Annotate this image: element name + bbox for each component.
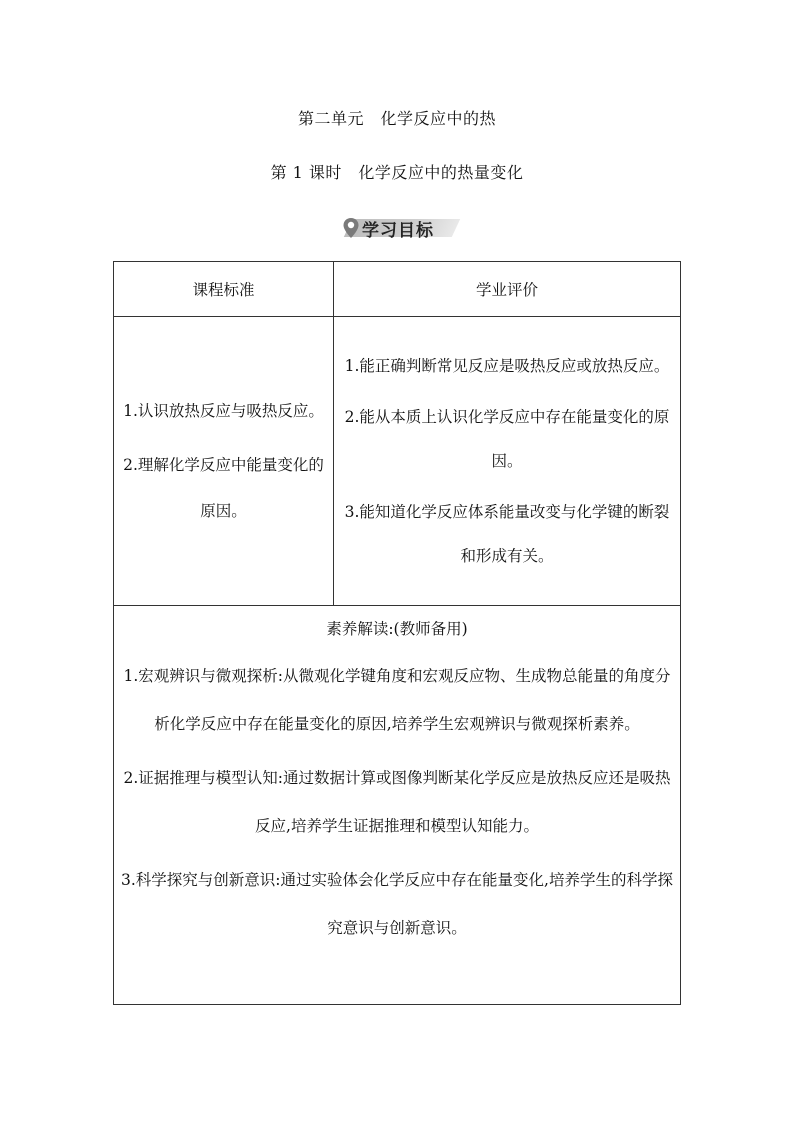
lesson-title: 第 1 课时 化学反应中的热量变化 (270, 163, 524, 182)
literacy-cell (114, 606, 681, 1005)
header-course-standard: 课程标准 (114, 262, 334, 317)
academic-evaluation-cell (334, 317, 681, 606)
literacy-item: 3.科学探究与创新意识:通过实验体会化学反应中存在能量变化,培养学生的科学探究意识与创新意识。 (121, 871, 673, 937)
header-academic-evaluation: 学业评价 (334, 262, 681, 317)
unit-title: 第二单元 化学反应中的热 (297, 109, 496, 128)
evaluation-item: 2.能从本质上认识化学反应中存在能量变化的原因。 (344, 408, 670, 470)
evaluation-item: 1.能正确判断常见反应是吸热反应或放热反应。 (344, 357, 670, 375)
standard-item: 1.认识放热反应与吸热反应。 (123, 402, 324, 420)
section-banner (340, 215, 456, 239)
evaluation-item: 3.能知道化学反应体系能量改变与化学键的断裂和形成有关。 (344, 503, 670, 565)
location-pin-icon (342, 217, 360, 239)
learning-goals-table (113, 261, 681, 1005)
section-label: 学习目标 (362, 221, 434, 241)
literacy-item: 2.证据推理与模型认知:通过数据计算或图像判断某化学反应是放热反应还是吸热反应,培养学生证据推理和模型认知能力。 (123, 769, 671, 835)
standard-item: 2.理解化学反应中能量变化的原因。 (123, 456, 324, 520)
literacy-title: 素养解读:(教师备用) (326, 620, 468, 638)
literacy-item: 1.宏观辨识与微观探析:从微观化学键角度和宏观反应物、生成物总能量的角度分析化学反应中存在能量变化的原因,培养学生宏观辨识与微观探析素养。 (123, 667, 671, 733)
course-standards-cell (114, 317, 334, 606)
